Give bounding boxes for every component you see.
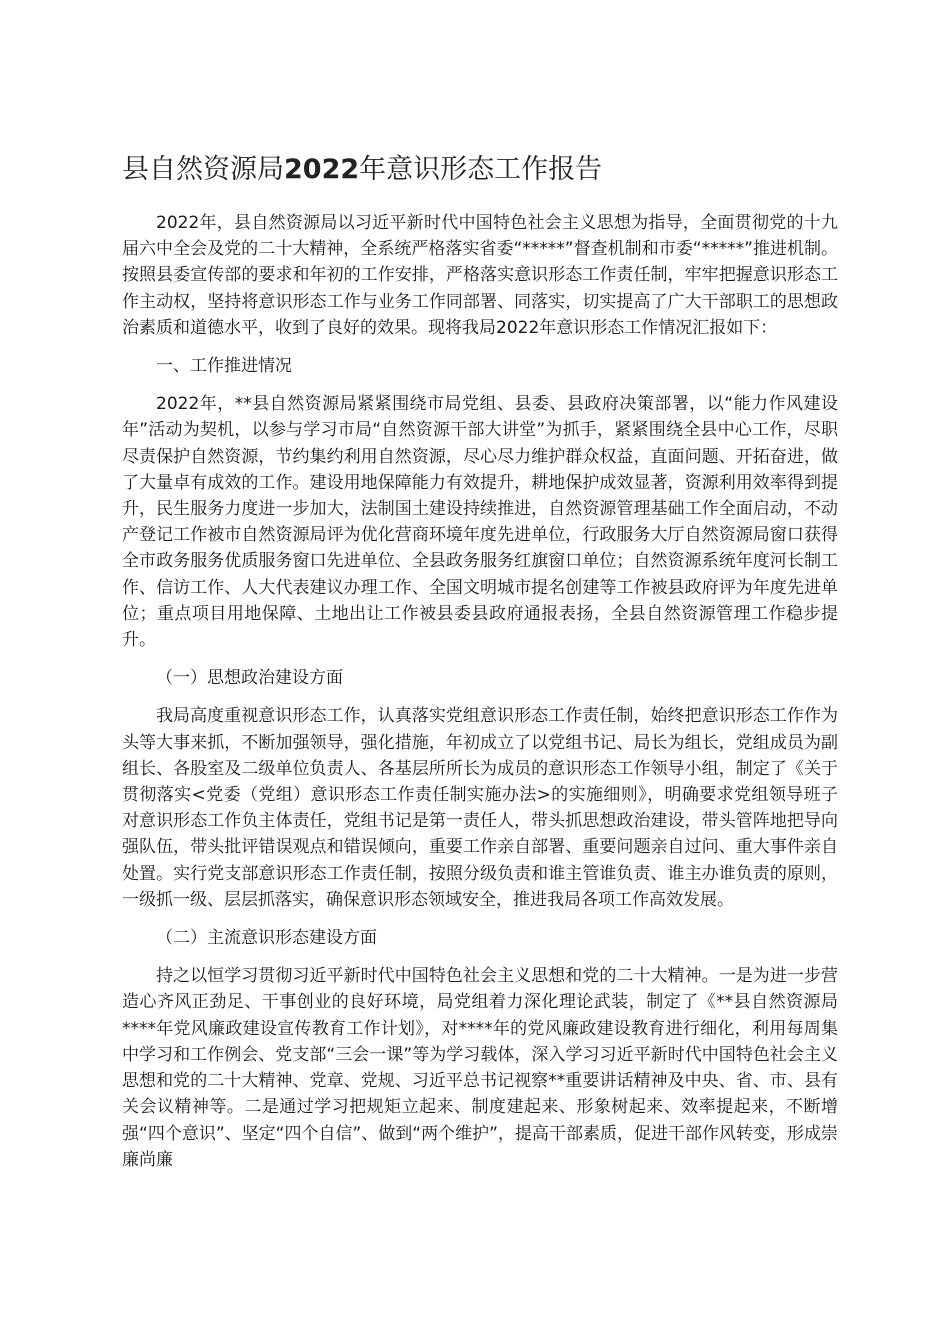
document-title (122, 150, 842, 190)
political-paragraph: 我局高度重视意识形态工作，认真落实党组意识形态工作责任制，始终把意识形态工作作为头等大事来抓，不断加强领导，强化措施，年初成立了以党组书记、局长为组长，党组成员为副组长、各股室及二级单位负责人、各基层所所长为成员的意识形态工作领导小组，制定了《关于贯彻落实<党委（党组）意识形态工作责任制实施办法>的实施细则》，明确要求党组领导班子对意识形态工作负主体责任，党组书记是第一责任人，带头抓思想政治建设，带头管阵地把导向强队伍，带头批评错误观点和错误倾向，重要工作亲自部署、重要问题亲自过问、重大事件亲自处置。实行党支部意识形态工作责任制，按照分级负责和谁主管谁负责、谁主办谁负责的原则，一级抓一级、层层抓落实，确保意识形态领域安全，推进我局各项工作高效发展。 (122, 706, 838, 910)
subheading-political: （一）思想政治建设方面 (156, 668, 343, 689)
title-year: 2022 (284, 154, 360, 185)
intro-paragraph: 2022年，县自然资源局以习近平新时代中国特色社会主义思想为指导，全面贯彻党的十九届六中全会及党的二十大精神，全系统严格落实省委“*****”督查机制和市委“*****”推进机制。按照县委宣传部的要求和年初的工作安排，严格落实意识形态工作责任制，牢牢把握意识形态工作主动权，坚持将意识形态工作与业务工作同部署、同落实，切实提高了广大干部职工的思想政治素质和道德水平，收到了良好的效果。现将我局2022年意识形态工作情况汇报如下： (122, 213, 838, 338)
ideology-paragraph: 持之以恒学习贯彻习近平新时代中国特色社会主义思想和党的二十大精神。一是为进一步营造心齐风正劲足、干事创业的良好环境，局党组着力深化理论武装，制定了《**县自然资源局****年党风廉政建设宣传教育工作计划》，对****年的党风廉政建设教育进行细化，利用每周集中学习和工作例会、党支部“三会一课”等为学习载体，深入学习习近平新时代中国特色社会主义思想和党的二十大精神、党章、党规、习近平总书记视察**重要讲话精神及中央、省、市、县有关会议精神等。二是通过学习把规矩立起来、制度建起来、形象树起来、效率提起来，不断增强“四个意识”、坚定“四个自信”、做到“两个维护”，提高干部素质，促进干部作风转变，形成崇廉尚廉 (122, 966, 838, 1170)
title-post: 年意识形态工作报告 (359, 154, 603, 185)
document-body (122, 210, 838, 1173)
title-pre: 县自然资源局 (122, 154, 284, 185)
subheading-ideology: （二）主流意识形态建设方面 (156, 928, 377, 949)
progress-paragraph: 2022年，**县自然资源局紧紧围绕市局党组、县委、县政府决策部署，以“能力作风建设年”活动为契机，以参与学习市局“自然资源干部大讲堂”为抓手，紧紧围绕全县中心工作，尽职尽责保护自然资源，节约集约利用自然资源，尽心尽力维护群众权益，直面问题、开拓奋进，做了大量卓有成效的工作。建设用地保障能力有效提升，耕地保护成效显著，资源利用效率得到提升，民生服务力度进一步加大，法制国土建设持续推进，自然资源管理基础工作全面启动，不动产登记工作被市自然资源局评为优化营商环境年度先进单位，行政服务大厅自然资源局窗口获得全市政务服务优质服务窗口先进单位、全县政务服务红旗窗口单位；自然资源系统年度河长制工作、信访工作、人大代表建议办理工作、全国文明城市提名创建等工作被县政府评为年度先进单位；重点项目用地保障、土地出让工作被县委县政府通报表扬，全县自然资源管理工作稳步提升。 (122, 394, 838, 651)
section-heading-progress: 一、工作推进情况 (156, 356, 292, 377)
